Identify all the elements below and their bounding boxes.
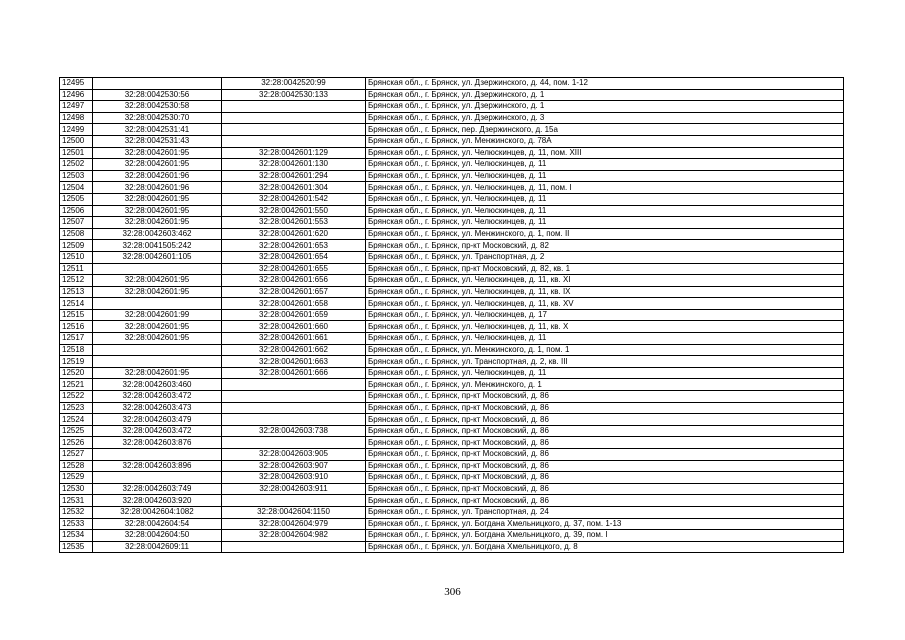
row-number-cell: 12529 [60,472,93,484]
row-number-cell: 12510 [60,251,93,263]
cadastral-number-cell: 32:28:0042601:95 [93,275,222,287]
table-row [60,321,844,333]
table-row [60,135,844,147]
address-cell: Брянская обл., г. Брянск, ул. Челюскинцев, д. 11, кв. IX [366,286,844,298]
row-number-cell: 12502 [60,159,93,171]
address-cell: Брянская обл., г. Брянск, ул. Транспортная, д. 24 [366,506,844,518]
cadastral-number-cell: 32:28:0042601:96 [93,170,222,182]
table-row [60,298,844,310]
row-number-cell: 12507 [60,217,93,229]
table-row [60,309,844,321]
object-cadastral-number-cell: 32:28:0042604:1150 [222,506,366,518]
table-row [60,506,844,518]
row-number-cell: 12509 [60,240,93,252]
object-cadastral-number-cell: 32:28:0042601:666 [222,367,366,379]
address-cell: Брянская обл., г. Брянск, ул. Дзержинского, д. 1 [366,89,844,101]
address-cell: Брянская обл., г. Брянск, ул. Транспортная, д. 2 [366,251,844,263]
object-cadastral-number-cell: 32:28:0042601:654 [222,251,366,263]
cadastral-number-cell: 32:28:0042601:95 [93,333,222,345]
object-cadastral-number-cell: 32:28:0042530:133 [222,89,366,101]
table-row [60,263,844,275]
table-row [60,391,844,403]
table-row [60,367,844,379]
object-cadastral-number-cell: 32:28:0042603:905 [222,449,366,461]
cadastral-number-cell: 32:28:0042603:472 [93,391,222,403]
object-cadastral-number-cell [222,437,366,449]
object-cadastral-number-cell: 32:28:0042601:657 [222,286,366,298]
row-number-cell: 12521 [60,379,93,391]
cadastral-number-cell [93,356,222,368]
object-cadastral-number-cell: 32:28:0042603:910 [222,472,366,484]
object-cadastral-number-cell: 32:28:0042520:99 [222,78,366,90]
object-cadastral-number-cell: 32:28:0042601:620 [222,228,366,240]
cadastral-number-cell [93,298,222,310]
address-cell: Брянская обл., г. Брянск, ул. Челюскинцев, д. 11 [366,333,844,345]
cadastral-number-cell: 32:28:0042601:95 [93,193,222,205]
table-row [60,89,844,101]
row-number-cell: 12508 [60,228,93,240]
address-cell: Брянская обл., г. Брянск, ул. Дзержинского, д. 44, пом. 1-12 [366,78,844,90]
object-cadastral-number-cell [222,135,366,147]
object-cadastral-number-cell: 32:28:0042601:304 [222,182,366,194]
row-number-cell: 12500 [60,135,93,147]
object-cadastral-number-cell [222,495,366,507]
address-cell: Брянская обл., г. Брянск, ул. Менжинского, д. 78А [366,135,844,147]
table-row [60,402,844,414]
address-cell: Брянская обл., г. Брянск, пр-кт Московский, д. 82, кв. 1 [366,263,844,275]
table-row [60,112,844,124]
cadastral-number-cell: 32:28:0042601:95 [93,159,222,171]
cadastral-number-cell: 32:28:0042603:479 [93,414,222,426]
cadastral-number-cell: 32:28:0042531:43 [93,135,222,147]
table-row [60,251,844,263]
cadastral-number-cell: 32:28:0042530:58 [93,101,222,113]
row-number-cell: 12511 [60,263,93,275]
table-row [60,344,844,356]
address-cell: Брянская обл., г. Брянск, ул. Челюскинцев, д. 11, кв. XV [366,298,844,310]
table-row [60,472,844,484]
cadastral-number-cell: 32:28:0042603:920 [93,495,222,507]
registry-table [59,77,844,553]
address-cell: Брянская обл., г. Брянск, пер. Дзержинского, д. 15а [366,124,844,136]
address-cell: Брянская обл., г. Брянск, ул. Дзержинского, д. 1 [366,101,844,113]
address-cell: Брянская обл., г. Брянск, пр-кт Московский, д. 82 [366,240,844,252]
cadastral-number-cell [93,344,222,356]
address-cell: Брянская обл., г. Брянск, пр-кт Московский, д. 86 [366,495,844,507]
table-row [60,379,844,391]
address-cell: Брянская обл., г. Брянск, ул. Челюскинцев, д. 11 [366,193,844,205]
table-row [60,286,844,298]
cadastral-number-cell: 32:28:0042601:96 [93,182,222,194]
table-row [60,78,844,90]
address-cell: Брянская обл., г. Брянск, ул. Челюскинцев, д. 11 [366,367,844,379]
cadastral-number-cell: 32:28:0042603:896 [93,460,222,472]
table-row [60,240,844,252]
cadastral-number-cell: 32:28:0042609:11 [93,541,222,553]
row-number-cell: 12499 [60,124,93,136]
table-row [60,356,844,368]
table-row [60,495,844,507]
address-cell: Брянская обл., г. Брянск, пр-кт Московский, д. 86 [366,414,844,426]
table-row [60,425,844,437]
object-cadastral-number-cell: 32:28:0042601:659 [222,309,366,321]
cadastral-number-cell: 32:28:0042601:95 [93,286,222,298]
cadastral-number-cell: 32:28:0042604:54 [93,518,222,530]
cadastral-number-cell: 32:28:0042601:95 [93,367,222,379]
address-cell: Брянская обл., г. Брянск, пр-кт Московский, д. 86 [366,460,844,472]
address-cell: Брянская обл., г. Брянск, ул. Челюскинцев, д. 11, кв. X [366,321,844,333]
cadastral-number-cell [93,78,222,90]
table-row [60,275,844,287]
row-number-cell: 12530 [60,483,93,495]
row-number-cell: 12531 [60,495,93,507]
row-number-cell: 12501 [60,147,93,159]
row-number-cell: 12519 [60,356,93,368]
address-cell: Брянская обл., г. Брянск, ул. Транспортная, д. 2, кв. III [366,356,844,368]
row-number-cell: 12527 [60,449,93,461]
cadastral-number-cell: 32:28:0041505:242 [93,240,222,252]
cadastral-number-cell: 32:28:0042604:50 [93,530,222,542]
cadastral-number-cell [93,472,222,484]
row-number-cell: 12517 [60,333,93,345]
address-cell: Брянская обл., г. Брянск, ул. Менжинского, д. 1 [366,379,844,391]
address-cell: Брянская обл., г. Брянск, пр-кт Московский, д. 86 [366,449,844,461]
object-cadastral-number-cell [222,414,366,426]
row-number-cell: 12526 [60,437,93,449]
table-row [60,460,844,472]
address-cell: Брянская обл., г. Брянск, пр-кт Московский, д. 86 [366,402,844,414]
object-cadastral-number-cell: 32:28:0042601:661 [222,333,366,345]
row-number-cell: 12498 [60,112,93,124]
row-number-cell: 12523 [60,402,93,414]
object-cadastral-number-cell: 32:28:0042601:653 [222,240,366,252]
object-cadastral-number-cell [222,112,366,124]
cadastral-number-cell: 32:28:0042603:460 [93,379,222,391]
row-number-cell: 12514 [60,298,93,310]
row-number-cell: 12515 [60,309,93,321]
table-row [60,205,844,217]
row-number-cell: 12532 [60,506,93,518]
row-number-cell: 12535 [60,541,93,553]
cadastral-number-cell: 32:28:0042531:41 [93,124,222,136]
object-cadastral-number-cell [222,541,366,553]
row-number-cell: 12518 [60,344,93,356]
cadastral-number-cell: 32:28:0042603:876 [93,437,222,449]
address-cell: Брянская обл., г. Брянск, ул. Менжинского, д. 1, пом. 1 [366,344,844,356]
object-cadastral-number-cell: 32:28:0042601:130 [222,159,366,171]
table-row [60,170,844,182]
cadastral-number-cell: 32:28:0042530:70 [93,112,222,124]
cadastral-number-cell: 32:28:0042603:749 [93,483,222,495]
cadastral-number-cell: 32:28:0042603:473 [93,402,222,414]
address-cell: Брянская обл., г. Брянск, ул. Челюскинцев, д. 11 [366,217,844,229]
address-cell: Брянская обл., г. Брянск, ул. Челюскинцев, д. 11 [366,170,844,182]
cadastral-number-cell: 32:28:0042530:56 [93,89,222,101]
address-cell: Брянская обл., г. Брянск, ул. Богдана Хмельницкого, д. 8 [366,541,844,553]
row-number-cell: 12525 [60,425,93,437]
object-cadastral-number-cell: 32:28:0042601:655 [222,263,366,275]
cadastral-number-cell: 32:28:0042601:95 [93,321,222,333]
page-number: 306 [444,586,461,598]
row-number-cell: 12516 [60,321,93,333]
cadastral-number-cell: 32:28:0042601:95 [93,205,222,217]
object-cadastral-number-cell [222,402,366,414]
cadastral-number-cell: 32:28:0042601:95 [93,147,222,159]
object-cadastral-number-cell [222,379,366,391]
cadastral-number-cell: 32:28:0042601:99 [93,309,222,321]
address-cell: Брянская обл., г. Брянск, ул. Богдана Хмельницкого, д. 39, пом. I [366,530,844,542]
table-row [60,483,844,495]
address-cell: Брянская обл., г. Брянск, ул. Менжинского, д. 1, пом. II [366,228,844,240]
table-row [60,101,844,113]
cadastral-number-cell: 32:28:0042603:472 [93,425,222,437]
table-row [60,414,844,426]
address-cell: Брянская обл., г. Брянск, ул. Челюскинцев, д. 11 [366,159,844,171]
object-cadastral-number-cell: 32:28:0042601:553 [222,217,366,229]
address-cell: Брянская обл., г. Брянск, пр-кт Московский, д. 86 [366,425,844,437]
table-row [60,333,844,345]
table-row [60,541,844,553]
cadastral-number-cell [93,449,222,461]
address-cell: Брянская обл., г. Брянск, ул. Богдана Хмельницкого, д. 37, пом. 1-13 [366,518,844,530]
row-number-cell: 12505 [60,193,93,205]
object-cadastral-number-cell: 32:28:0042601:542 [222,193,366,205]
address-cell: Брянская обл., г. Брянск, пр-кт Московский, д. 86 [366,483,844,495]
row-number-cell: 12495 [60,78,93,90]
object-cadastral-number-cell: 32:28:0042601:663 [222,356,366,368]
row-number-cell: 12497 [60,101,93,113]
row-number-cell: 12520 [60,367,93,379]
address-cell: Брянская обл., г. Брянск, пр-кт Московский, д. 86 [366,437,844,449]
table-row [60,193,844,205]
cadastral-number-cell: 32:28:0042603:462 [93,228,222,240]
row-number-cell: 12506 [60,205,93,217]
registry-table-body [60,78,844,553]
row-number-cell: 12513 [60,286,93,298]
object-cadastral-number-cell: 32:28:0042601:658 [222,298,366,310]
object-cadastral-number-cell [222,391,366,403]
address-cell: Брянская обл., г. Брянск, пр-кт Московский, д. 86 [366,472,844,484]
object-cadastral-number-cell: 32:28:0042601:662 [222,344,366,356]
object-cadastral-number-cell: 32:28:0042601:660 [222,321,366,333]
row-number-cell: 12533 [60,518,93,530]
object-cadastral-number-cell: 32:28:0042601:129 [222,147,366,159]
address-cell: Брянская обл., г. Брянск, ул. Дзержинского, д. 3 [366,112,844,124]
object-cadastral-number-cell: 32:28:0042604:982 [222,530,366,542]
address-cell: Брянская обл., г. Брянск, ул. Челюскинцев, д. 11, пом. XIII [366,147,844,159]
cadastral-number-cell: 32:28:0042604:1082 [93,506,222,518]
object-cadastral-number-cell: 32:28:0042603:738 [222,425,366,437]
cadastral-number-cell [93,263,222,275]
object-cadastral-number-cell: 32:28:0042603:907 [222,460,366,472]
row-number-cell: 12534 [60,530,93,542]
table-row [60,159,844,171]
object-cadastral-number-cell: 32:28:0042603:911 [222,483,366,495]
row-number-cell: 12522 [60,391,93,403]
table-row [60,449,844,461]
object-cadastral-number-cell [222,124,366,136]
row-number-cell: 12528 [60,460,93,472]
table-row [60,217,844,229]
object-cadastral-number-cell [222,101,366,113]
table-row [60,182,844,194]
address-cell: Брянская обл., г. Брянск, ул. Челюскинцев, д. 11, кв. XI [366,275,844,287]
row-number-cell: 12504 [60,182,93,194]
object-cadastral-number-cell: 32:28:0042601:550 [222,205,366,217]
row-number-cell: 12503 [60,170,93,182]
table-row [60,124,844,136]
row-number-cell: 12496 [60,89,93,101]
address-cell: Брянская обл., г. Брянск, пр-кт Московский, д. 86 [366,391,844,403]
address-cell: Брянская обл., г. Брянск, ул. Челюскинцев, д. 17 [366,309,844,321]
table-row [60,437,844,449]
row-number-cell: 12512 [60,275,93,287]
object-cadastral-number-cell: 32:28:0042604:979 [222,518,366,530]
table-row [60,530,844,542]
cadastral-number-cell: 32:28:0042601:105 [93,251,222,263]
table-row [60,518,844,530]
cadastral-number-cell: 32:28:0042601:95 [93,217,222,229]
address-cell: Брянская обл., г. Брянск, ул. Челюскинцев, д. 11 [366,205,844,217]
object-cadastral-number-cell: 32:28:0042601:294 [222,170,366,182]
object-cadastral-number-cell: 32:28:0042601:656 [222,275,366,287]
table-row [60,228,844,240]
row-number-cell: 12524 [60,414,93,426]
address-cell: Брянская обл., г. Брянск, ул. Челюскинцев, д. 11, пом. I [366,182,844,194]
table-row [60,147,844,159]
